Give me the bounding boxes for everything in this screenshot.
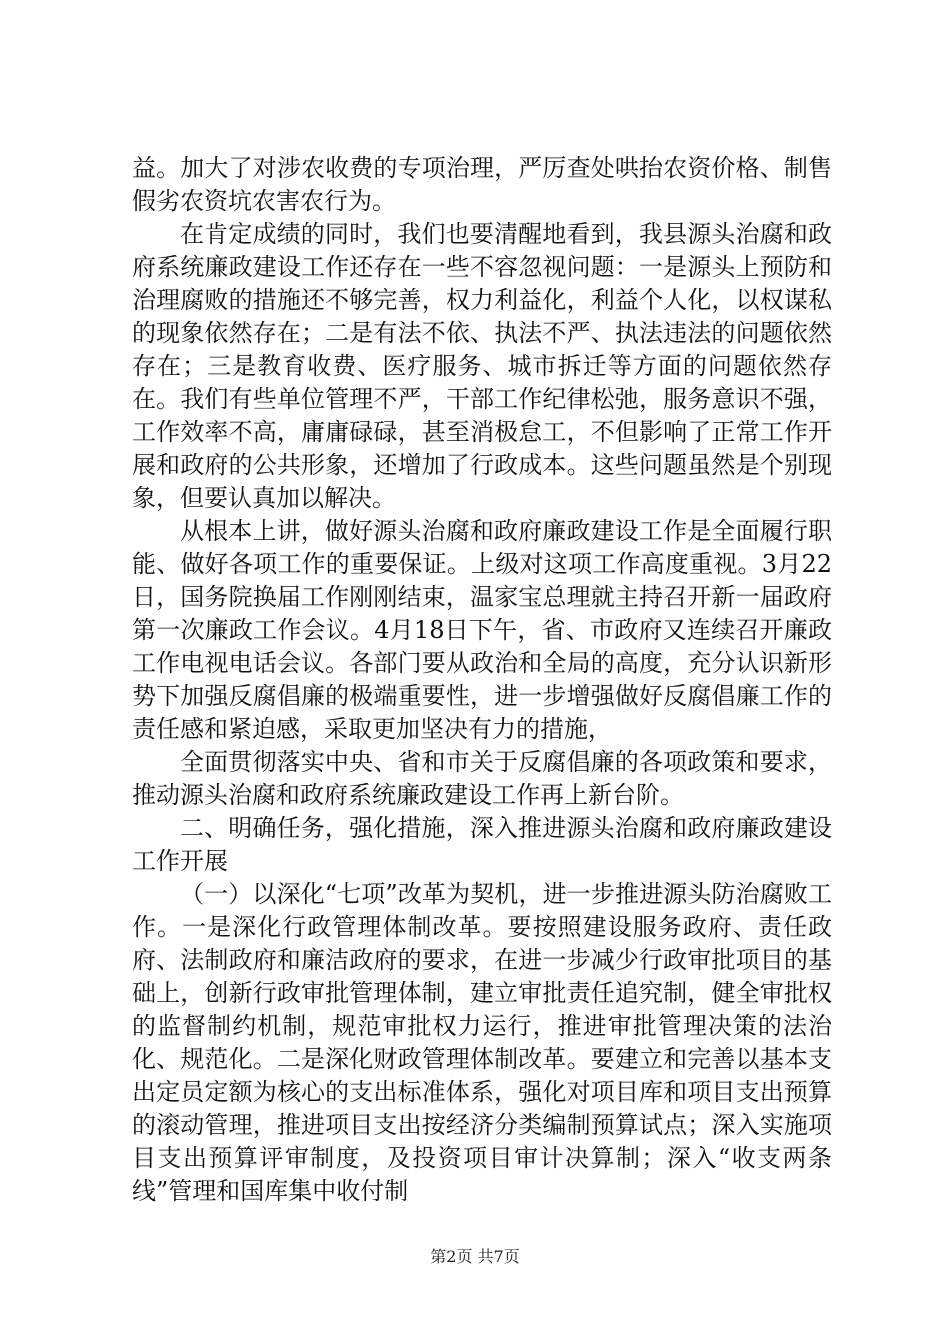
page-footer: 第2页 共7页 — [430, 1247, 520, 1266]
section-heading: 二、明确任务，强化措施，深入推进源头治腐和政府廉政建设工作开展 — [132, 814, 832, 875]
paragraph-implementation: 全面贯彻落实中央、省和市关于反腐倡廉的各项政策和要求，推动源头治腐和政府系统廉政建设工作再上新台阶。 — [132, 748, 832, 809]
paragraph-problems: 在肯定成绩的同时，我们也要清醒地看到，我县源头治腐和政府系统廉政建设工作还存在一些不容忽视问题：一是源头上预防和治理腐败的措施还不够完善，权力利益化，利益个人化，以权谋私的现象依然存在；二是有法不依、执法不严、执法违法的问题依然存在；三是教育收费、医疗服务、城市拆迁等方面的问题依然存在。我们有些单位管理不严，干部工作纪律松弛，服务意识不强，工作效率不高，庸庸碌碌，甚至消极怠工，不但影响了正常工作开展和政府的公共形象，还增加了行政成本。这些问题虽然是个别现象，但要认真加以解决。 — [132, 220, 832, 512]
document-body — [132, 152, 832, 1208]
paragraph-reform: （一）以深化“七项”改革为契机，进一步推进源头防治腐败工作。一是深化行政管理体制改革。要按照建设服务政府、责任政府、法制政府和廉洁政府的要求，在进一步减少行政审批项目的基础上，创新行政审批管理体制，建立审批责任追究制，健全审批权的监督制约机制，规范审批权力运行，推进审批管理决策的法治化、规范化。二是深化财政管理体制改革。要建立和完善以基本支出定员定额为核心的支出标准体系，强化对项目库和项目支出预算的滚动管理，推进项目支出按经济分类编制预算试点；深入实施项目支出预算评审制度，及投资项目审计决算制；深入“收支两条线”管理和国库集中收付制 — [132, 880, 832, 1205]
paragraph-importance: 从根本上讲，做好源头治腐和政府廉政建设工作是全面履行职能、做好各项工作的重要保证。上级对这项工作高度重视。3月22日，国务院换届工作刚刚结束，温家宝总理就主持召开新一届政府第一次廉政工作会议。4月18日下午，省、市政府又连续召开廉政工作电视电话会议。各部门要从政治和全局的高度，充分认识新形势下加强反腐倡廉的极端重要性，进一步增强做好反腐倡廉工作的责任感和紧迫感，采取更加坚决有力的措施， — [132, 517, 832, 743]
paragraph-continuation: 益。加大了对涉农收费的专项治理，严厉查处哄抬农资价格、制售假劣农资坑农害农行为。 — [132, 154, 832, 215]
